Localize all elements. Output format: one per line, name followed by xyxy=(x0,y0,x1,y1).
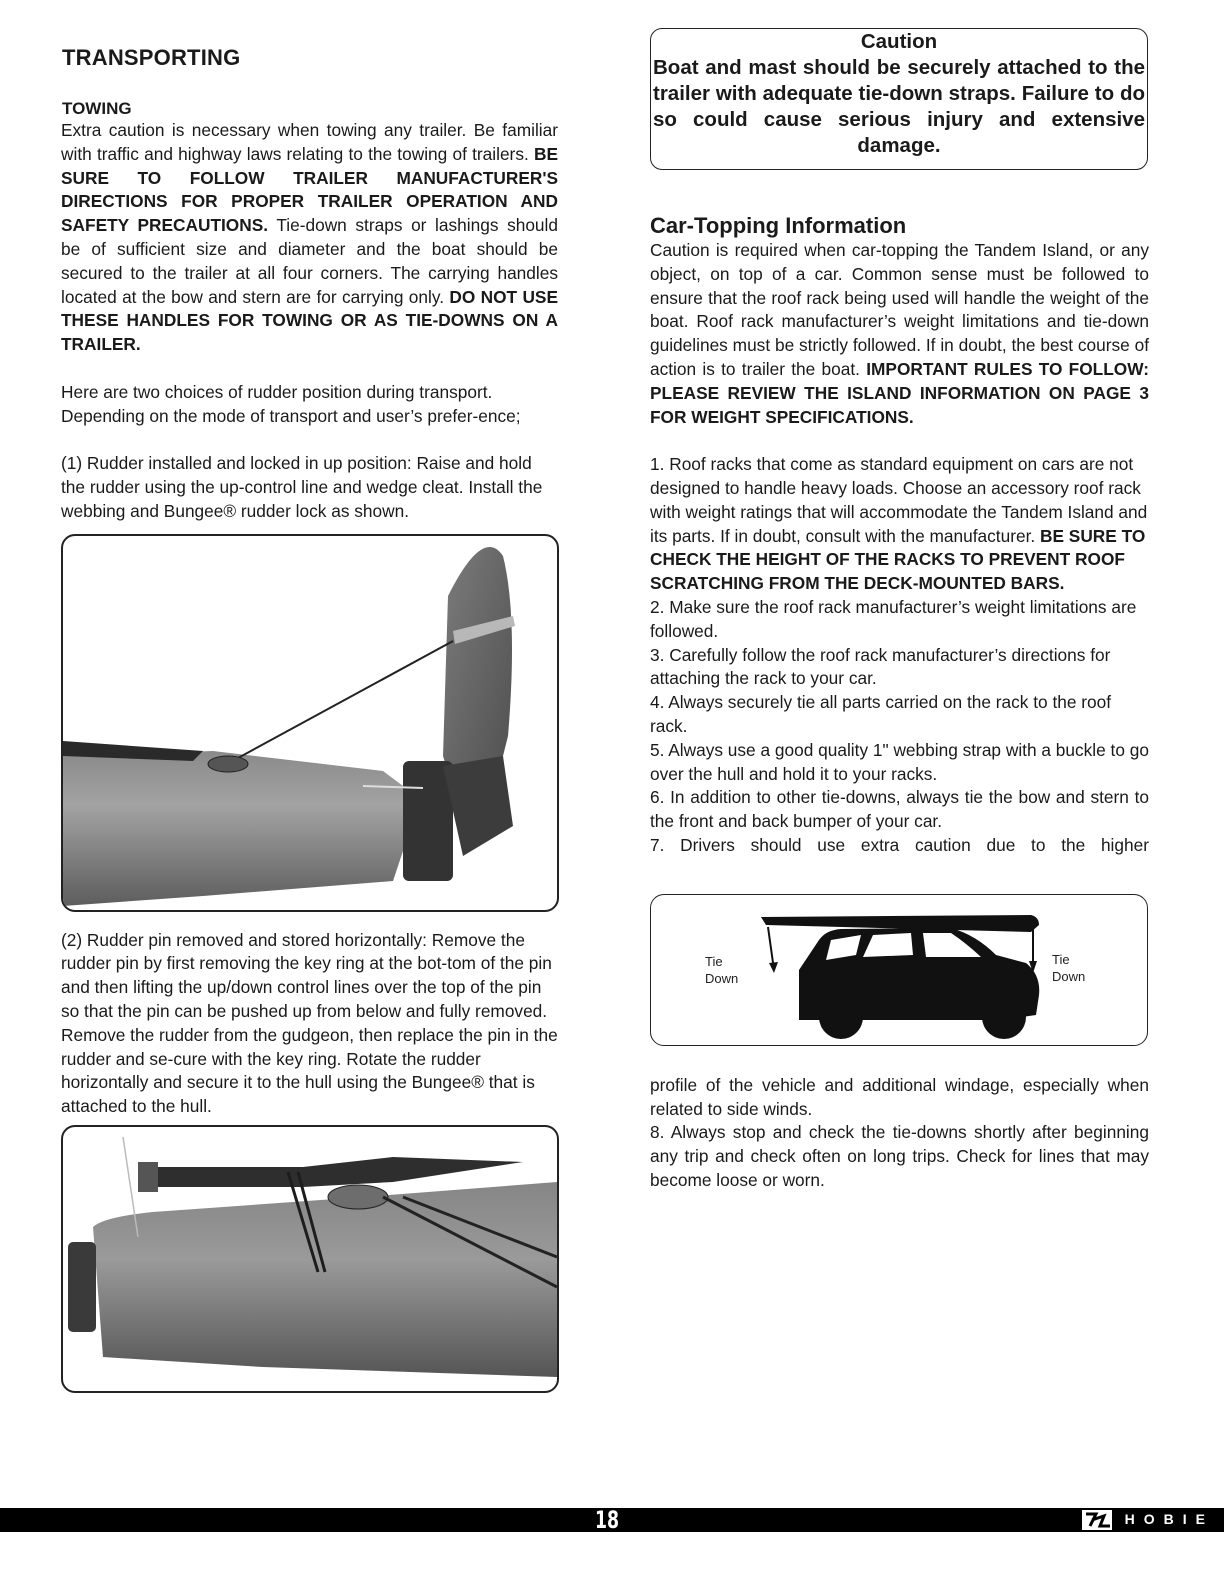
rule-1 xyxy=(650,453,1149,596)
rule-8: 8. Always stop and check the tie-downs shortly after beginning any trip and check often on long trips. Check for lines that may become loose or worn. xyxy=(650,1122,1149,1190)
tie-label-right-line2: Down xyxy=(1052,968,1086,984)
rudder-stored-illustration xyxy=(63,1127,557,1391)
rudder-option-1: (1) Rudder installed and locked in up position: Raise and hold the rudder using the up-control line and wedge cleat. Install the webbing and Bungee® rudder lock as shown. xyxy=(61,453,543,521)
towing-text-1: Extra caution is necessary when towing any trailer. Be familiar with traffic and highway laws relating to the towing of trailers. xyxy=(61,120,558,164)
towing-warning-1: BE SURE TO FOLLOW TRAILER MANUFACTURER'S DIRECTIONS FOR PROPER TRAILER OPERATION AND SAFETY PRECAUTIONS. xyxy=(61,143,558,236)
rule-1-warning: BE SURE TO CHECK THE HEIGHT OF THE RACKS TO PREVENT ROOF SCRATCHING FROM THE DECK-MOUNTED BARS. xyxy=(650,525,1146,594)
rule-2: 2. Make sure the roof rack manufacturer’s weight limitations are followed. xyxy=(650,596,1137,641)
rudder-up-photo xyxy=(61,534,559,912)
rule-7-end: profile of the vehicle and additional windage, especially when related to side winds. xyxy=(650,1074,1149,1119)
page-footer xyxy=(0,1508,1224,1532)
brand-name: HOBIE xyxy=(1124,1511,1214,1527)
towing-text-2: Tie-down straps or lashings should be of sufficient size and diameter and the boat should be secured to the trailer at all four corners. The carrying handles located at the bow and stern are for carrying only. xyxy=(61,215,558,307)
tie-down-label-left xyxy=(705,953,738,987)
tie-label-left-line1: Tie xyxy=(705,953,723,969)
towing-paragraph xyxy=(61,119,558,357)
caution-box xyxy=(650,28,1148,170)
car-topping-text: Caution is required when car-topping the Tandem Island, or any object, on top of a car. Common sense must be followed to ensure that the roof rack being used will handle the weight of the boat. Roof rack manufacturer’s weight limitations and tie-down guidelines must be strictly followed. If in doubt, the best course of action is to trailer the boat. xyxy=(650,240,1149,379)
towing-warning-2: DO NOT USE THESE HANDLES FOR TOWING OR AS TIE-DOWNS ON A TRAILER. xyxy=(61,286,558,355)
car-topping-heading: Car-Topping Information xyxy=(650,213,907,238)
rudder-option-2: (2) Rudder pin removed and stored horizontally: Remove the rudder pin by first removing the key ring at the bot-tom of the pin and then lifting the up/down control lines over the top of the pin so that the pin can be pushed up from below and fully removed. Remove the rudder from the gudgeon, then replace the pin in the rudder and se-cure with the key ring. Rotate the rudder horizontally and secure it to the hull using the Bungee® that is attached to the hull. xyxy=(61,929,558,1117)
tie-down-label-right xyxy=(1052,951,1085,985)
rule-6: 6. In addition to other tie-downs, always tie the bow and stern to the front and back bumper of your car. xyxy=(650,787,1149,832)
tie-label-left-line2: Down xyxy=(705,970,739,986)
section-title: TRANSPORTING xyxy=(62,45,241,70)
hobie-logo-icon xyxy=(1082,1510,1112,1530)
towing-heading: TOWING xyxy=(62,99,132,118)
tie-label-right-line1: Tie xyxy=(1052,951,1070,967)
car-topping-paragraph xyxy=(650,239,1149,429)
page-number: 18 xyxy=(595,1506,620,1534)
left-column xyxy=(61,40,558,1393)
rule-1-text: 1. Roof racks that come as standard equipment on cars are not designed to handle heavy loads. Choose an accessory roof rack with weight ratings that will accommodate the Tandem Island and its parts. If in doubt, consult with the manufacturer. xyxy=(650,454,1148,546)
rule-5: 5. Always use a good quality 1" webbing strap with a buckle to go over the hull and hold it to your racks. xyxy=(650,739,1149,784)
caution-body: Boat and mast should be securely attached to the trailer with adequate tie-down straps. Failure to do so could cause serious injury and extensive damage. xyxy=(653,56,1145,157)
rule-3: 3. Carefully follow the roof rack manufacturer’s directions for attaching the rack to your car. xyxy=(650,644,1111,689)
car-topping-diagram xyxy=(650,894,1148,1046)
car-topping-warning: IMPORTANT RULES TO FOLLOW: PLEASE REVIEW THE ISLAND INFORMATION ON PAGE 3 FOR WEIGHT SPECIFICATIONS. xyxy=(650,358,1149,427)
rudder-up-illustration xyxy=(63,536,557,910)
rule-4: 4. Always securely tie all parts carried on the rack to the roof rack. xyxy=(650,692,1112,736)
caution-title: Caution xyxy=(860,30,938,53)
rule-7-start: 7. Drivers should use extra caution due to the higher xyxy=(650,834,1149,855)
rudder-intro: Here are two choices of rudder position during transport. Depending on the mode of transport and user’s prefer-ence; xyxy=(61,381,521,426)
right-column xyxy=(650,28,1149,1193)
rudder-stored-photo xyxy=(61,1125,559,1393)
